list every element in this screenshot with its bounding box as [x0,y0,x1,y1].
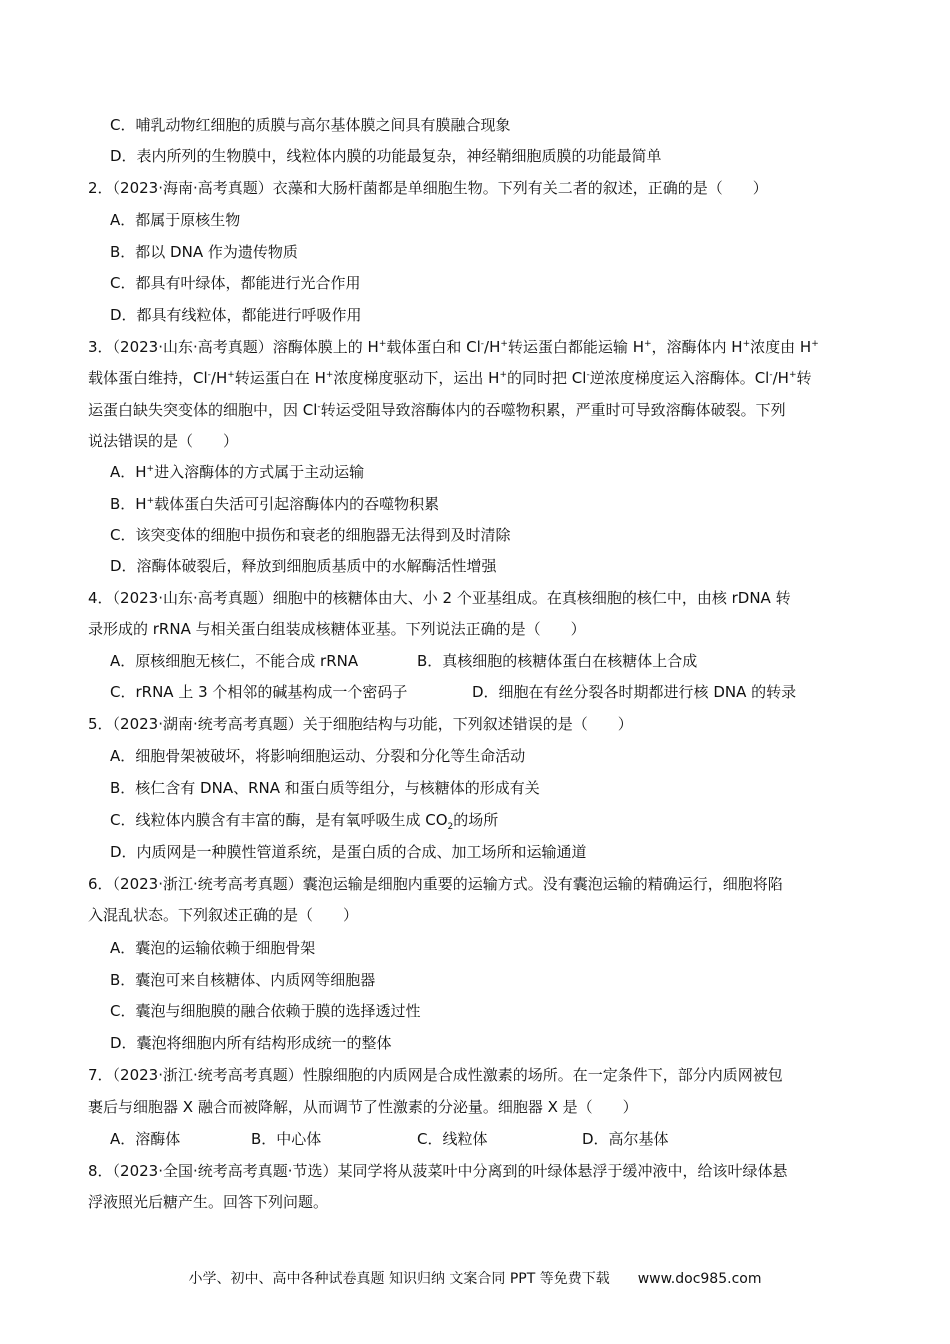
question-3-line-2: 载体蛋白维持，Cl-/H+转运蛋白在 H+浓度梯度驱动下，运出 H+的同时把 Cl-逆浓度梯度运入溶酶体。Cl-/H+转 [88,369,812,387]
q5-option-c: C．线粒体内膜含有丰富的酶，是有氧呼吸生成 $CO_2$的场所 [110,811,499,832]
q2-option-c: C．都具有叶绿体，都能进行光合作用 [110,274,361,292]
question-3-line-4: 说法错误的是（ ） [88,432,239,450]
question-7-line-1: 7．（2023·浙江·统考高考真题）性腺细胞的内质网是合成性激素的场所。在一定条件下，部分内质网被包 [88,1066,783,1084]
q6-option-a: A．囊泡的运输依赖于细胞骨架 [110,939,316,957]
q4-option-d: D．细胞在有丝分裂各时期都进行核 DNA 的转录 [472,683,797,701]
q5-option-a: A．细胞骨架被破坏，将影响细胞运动、分裂和分化等生命活动 [110,747,526,765]
q4-option-b: B．真核细胞的核糖体蛋白在核糖体上合成 [417,652,698,670]
q7-option-c: C．线粒体 [417,1130,488,1148]
question-8-line-2: 浮液照光后糖产生。回答下列问题。 [88,1193,329,1211]
question-8-line-1: 8．（2023·全国·统考高考真题·节选）某同学将从菠菜叶中分离到的叶绿体悬浮于缓冲液中，给该叶绿体悬 [88,1162,788,1180]
q4-option-c: C．rRNA 上 3 个相邻的碱基构成一个密码子 [110,683,408,701]
q5-option-b: B．核仁含有 DNA、RNA 和蛋白质等组分，与核糖体的形成有关 [110,779,540,797]
q6-option-d: D．囊泡将细胞内所有结构形成统一的整体 [110,1034,392,1052]
q6-option-c: C．囊泡与细胞膜的融合依赖于膜的选择透过性 [110,1002,421,1020]
question-6-line-2: 入混乱状态。下列叙述正确的是（ ） [88,906,359,924]
q3-option-b: B．H+载体蛋白失活可引起溶酶体内的吞噬物积累 [110,495,440,513]
question-5: 5．（2023·湖南·统考高考真题）关于细胞结构与功能，下列叙述错误的是（ ） [88,715,633,733]
question-7-line-2: 裹后与细胞器 X 融合而被降解，从而调节了性激素的分泌量。细胞器 X 是（ ） [88,1098,638,1116]
page-footer: 小学、初中、高中各种试卷真题 知识归纳 文案合同 PPT 等免费下载 www.doc985.com [188,1271,762,1287]
q4-option-a: A．原核细胞无核仁，不能合成 rRNA [110,652,359,670]
q7-option-b: B．中心体 [251,1130,322,1148]
question-2: 2．（2023·海南·高考真题）衣藻和大肠杆菌都是单细胞生物。下列有关二者的叙述，正确的是（ ） [88,179,768,197]
question-4-line-1: 4．（2023·山东·高考真题）细胞中的核糖体由大、小 2 个亚基组成。在真核细胞的核仁中，由核 rDNA 转 [88,589,791,607]
q1-option-d: D．表内所列的生物膜中，线粒体内膜的功能最复杂，神经鞘细胞质膜的功能最简单 [110,147,662,165]
q1-option-c: C．哺乳动物红细胞的质膜与高尔基体膜之间具有膜融合现象 [110,116,511,134]
question-3-line-3: 运蛋白缺失突变体的细胞中，因 Cl-转运受阻导致溶酶体内的吞噬物积累，严重时可导致溶酶体破裂。下列 [88,401,786,419]
q7-option-d: D．高尔基体 [582,1130,669,1148]
q7-option-a: A．溶酶体 [110,1130,181,1148]
q3-option-d: D．溶酶体破裂后，释放到细胞质基质中的水解酶活性增强 [110,557,497,575]
question-4-line-2: 录形成的 rRNA 与相关蛋白组装成核糖体亚基。下列说法正确的是（ ） [88,620,586,638]
q2-option-b: B．都以 DNA 作为遗传物质 [110,243,298,261]
q3-option-c: C．该突变体的细胞中损伤和衰老的细胞器无法得到及时清除 [110,526,511,544]
q3-option-a: A．H+进入溶酶体的方式属于主动运输 [110,463,365,481]
q2-option-a: A．都属于原核生物 [110,211,241,229]
question-3-line-1: 3．（2023·山东·高考真题）溶酶体膜上的 H+载体蛋白和 Cl-/H+转运蛋白都能运输 H+，溶酶体内 H+浓度由 H+ [88,338,819,356]
q5-option-d: D．内质网是一种膜性管道系统，是蛋白质的合成、加工场所和运输通道 [110,843,587,861]
question-6-line-1: 6．（2023·浙江·统考高考真题）囊泡运输是细胞内重要的运输方式。没有囊泡运输的精确运行，细胞将陷 [88,875,783,893]
q6-option-b: B．囊泡可来自核糖体、内质网等细胞器 [110,971,376,989]
q2-option-d: D．都具有线粒体，都能进行呼吸作用 [110,306,362,324]
